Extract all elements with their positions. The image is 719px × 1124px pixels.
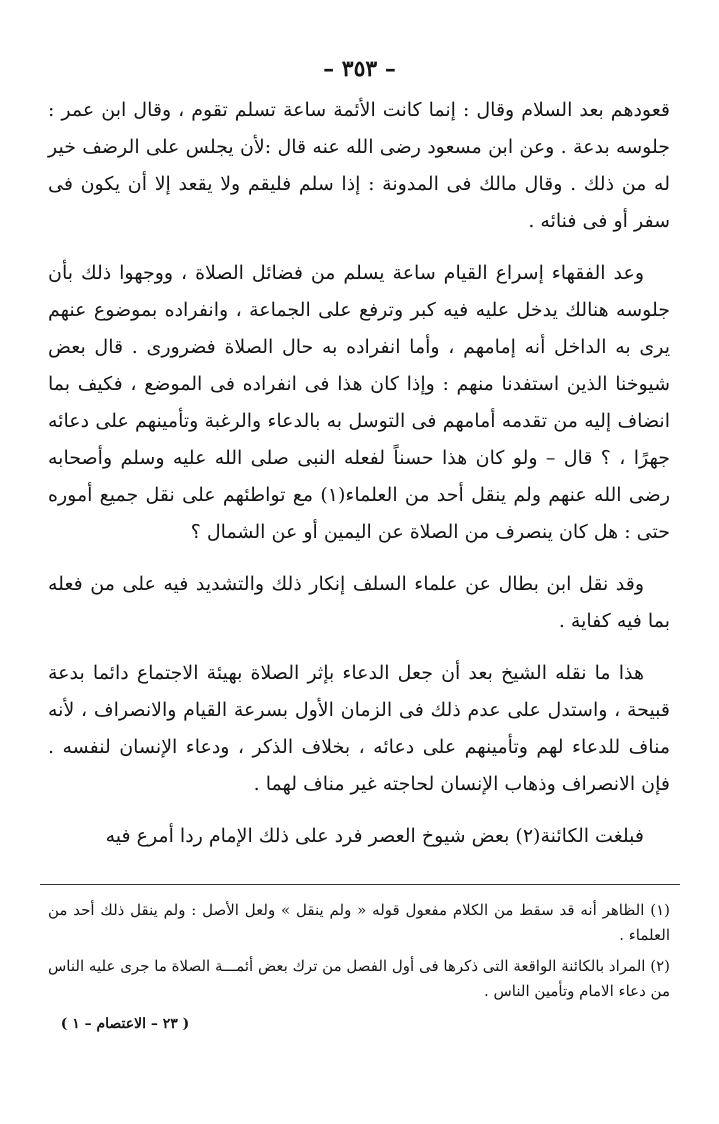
paragraph: قعودهم بعد السلام وقال : إنما كانت الأئمة ساعة تسلم تقوم ، وقال ابن عمر : جلوسه بدعة . وعن ابن مسعود رضى الله عنه قال :لأن يجلس على الرضف خير له من ذلك . وقال مالك فى المدونة : إذا سلم فليقم ولا يقعد إلا أن يكون فى سفر أو فى فنائه . xyxy=(48,99,670,232)
page-number: – ٣٥٣ – xyxy=(323,56,396,82)
paragraph: وقد نقل ابن بطال عن علماء السلف إنكار ذلك والتشديد فيه على من فعله بما فيه كفاية . xyxy=(48,573,670,632)
paragraph: وعد الفقهاء إسراع القيام ساعة يسلم من فضائل الصلاة ، ووجهوا ذلك بأن جلوسه هنالك يدخل عليه فيه كبر وترفع على الجماعة ، وانفراده بموضوع عنهم يرى به الداخل أنه إمامهم ، وأما انفراده به حال الصلاة فضرورى . قال بعض شيوخنا الذين استفدنا منهم : وإذا كان هذا فى انفراده فى الموضع ، فكيف بما انضاف إليه من تقدمه أمامهم فى التوسل به بالدعاء والرغبة وتأمينهم على دعائه جهرًا ، ؟ قال – ولو كان هذا حسناً لفعله النبى صلى الله عليه وسلم وأصحابه رضى الله عنهم ولم ينقل أحد من العلماء(١) مع تواطئهم على نقل جميع أموره حتى : هل كان ينصرف من الصلاة عن اليمين أو عن الشمال ؟ xyxy=(48,262,670,543)
paragraph: فبلغت الكائنة(٢) بعض شيوخ العصر فرد على ذلك الإمام ردا أمرع فيه xyxy=(105,825,644,847)
footnote-divider xyxy=(40,884,680,885)
signature-mark: ( ٢٣ – الاعتصام – ١ ) xyxy=(60,1016,190,1032)
footnotes xyxy=(48,898,670,1010)
footnote: (١) الظاهر أنه قد سقط من الكلام مفعول قوله « ولم ينقل » ولعل الأصل : ولم ينقل ذلك أحد من العلماء . xyxy=(48,901,670,944)
paragraph: هذا ما نقله الشيخ بعد أن جعل الدعاء بإثر الصلاة بهيئة الاجتماع دائما بدعة قبيحة ، واستدل على عدم ذلك فى الزمان الأول بسرعة القيام والانصراف ، لأنه مناف للدعاء لهم وتأمينهم على دعائه ، بخلاف الذكر ، ودعاء الإنسان لنفسه . فإن الانصراف وذهاب الإنسان لحاجته غير مناف لهما . xyxy=(48,662,670,795)
main-text xyxy=(48,92,670,870)
footnote: (٢) المراد بالكائنة الواقعة التى ذكرها فى أول الفصل من ترك بعض أئمـــة الصلاة ما جرى عليه الناس من دعاء الامام وتأمين الناس . xyxy=(48,957,670,1000)
